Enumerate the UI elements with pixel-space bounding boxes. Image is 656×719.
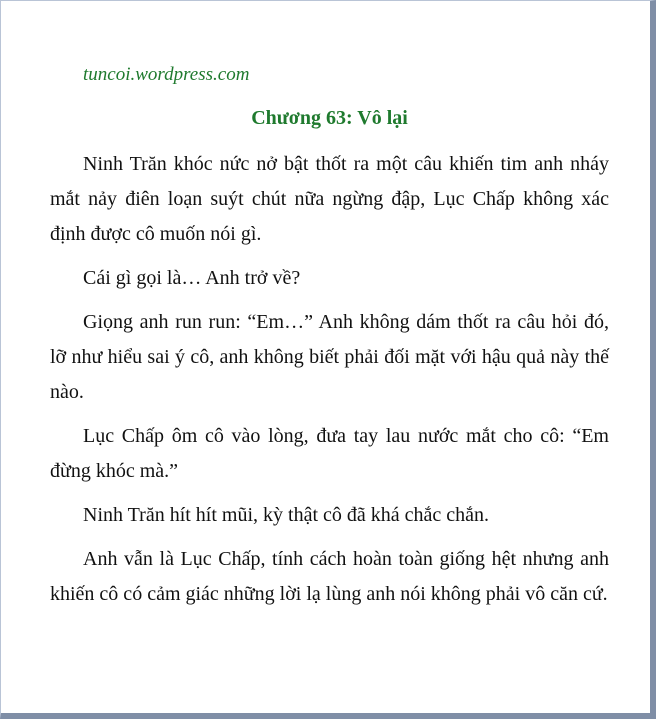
paragraph-4: Lục Chấp ôm cô vào lòng, đưa tay lau nước mắt cho cô: “Em đừng khóc mà.”	[50, 425, 609, 482]
chapter-title: Chương 63: Vô lại	[251, 107, 408, 129]
chapter-body	[50, 147, 609, 621]
paragraph-5: Ninh Trăn hít hít mũi, kỳ thật cô đã khá chắc chắn.	[83, 504, 490, 526]
paragraph-6: Anh vẫn là Lục Chấp, tính cách hoàn toàn giống hệt nhưng anh khiến cô có cảm giác những lời lạ lùng anh nói không phải vô căn cứ.	[50, 548, 609, 605]
paragraph-2: Cái gì gọi là… Anh trở về?	[83, 267, 301, 289]
paragraph-3: Giọng anh run run: “Em…” Anh không dám thốt ra câu hỏi đó, lỡ như hiểu sai ý cô, anh không biết phải đối mặt với hậu quả này thế nào.	[50, 311, 609, 403]
site-url: tuncoi.wordpress.com	[83, 64, 250, 85]
paragraph-1: Ninh Trăn khóc nức nở bật thốt ra một câu khiến tim anh nháy mắt nảy điên loạn suýt chút nữa ngừng đập, Lục Chấp không xác định được cô muốn nói gì.	[50, 153, 609, 245]
